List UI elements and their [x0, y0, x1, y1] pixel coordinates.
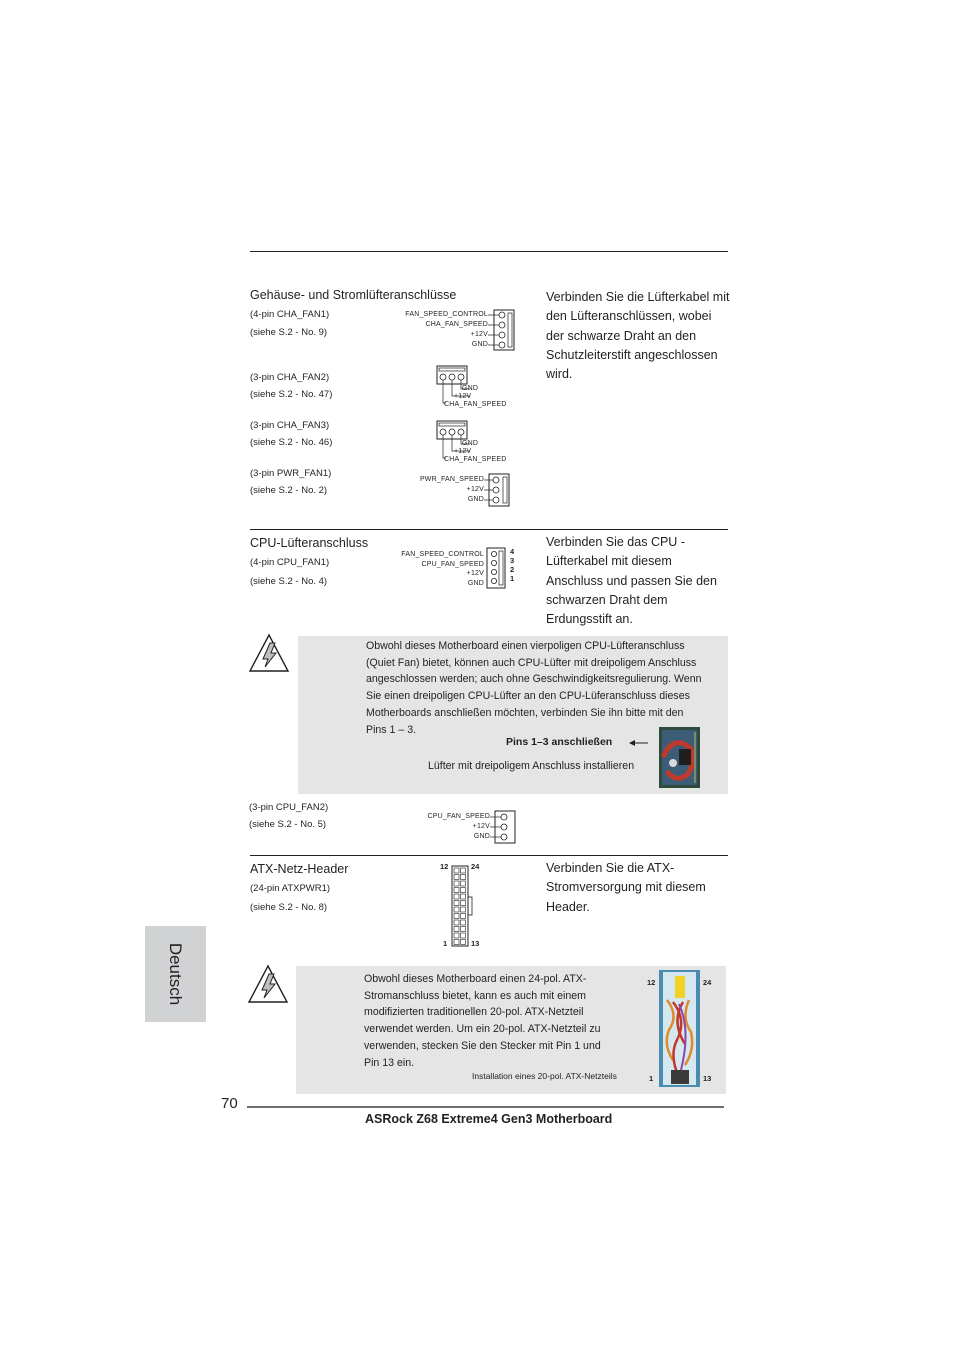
- atx-photo-label-13: 13: [703, 1074, 712, 1083]
- top-rule: [250, 251, 728, 252]
- arrow-left-icon: [628, 738, 650, 748]
- section-cpu-title: CPU-Lüfteranschluss: [250, 536, 369, 550]
- section-cpu-description: Verbinden Sie das CPU - Lüfterkabel mit diesem Anschluss und passen Sie den schwarzen Draht dem Erdungsstift an.: [546, 535, 717, 627]
- atx-pin-label-1: 1: [443, 939, 448, 948]
- footer-rule: [247, 1106, 724, 1108]
- cha-fan1-connector-diagram: [488, 309, 518, 351]
- atx-photo-label-1: 1: [649, 1074, 654, 1083]
- atx-pin-cell: [461, 933, 466, 938]
- atx-photo-label-24: 24: [703, 978, 712, 987]
- cpu-fan1-pin-labels: FAN_SPEED_CONTROL CPU_FAN_SPEED +12V GND: [401, 551, 484, 587]
- section-fan-description: Verbinden Sie die Lüfterkabel mit den Lüfteranschlüssen, wobei der schwarze Draht an den Schutzleiterstift angeschlossen wird.: [546, 290, 730, 382]
- atx-pin-cell: [454, 907, 459, 912]
- section-atx-title: ATX-Netz-Header: [250, 862, 349, 876]
- cha-fan1-pin-labels: FAN_SPEED_CONTROL CHA_FAN_SPEED +12V GND: [405, 311, 488, 348]
- pwr-fan1-connector-diagram: [484, 473, 510, 507]
- cha-fan3-ref: (siehe S.2 - No. 46): [250, 437, 333, 448]
- atx-pin-cell: [454, 894, 459, 899]
- atx-note-text: Obwohl dieses Motherboard einen 24-pol. ATX- Stromanschluss bietet, kann es auch mit einem modifizierten traditionellen 20-pol. ATX-Netzteil verwendet werden. Um ein 20-pol. ATX-Netzteil zu verwenden, stecken Sie den Stecker mit Pin 1 und Pin 13 ein.: [364, 973, 601, 1069]
- atx-pin-cell: [454, 933, 459, 938]
- atx-power-photo: [659, 970, 700, 1087]
- atx-note-caption: Installation eines 20-pol. ATX-Netzteils: [472, 1071, 617, 1081]
- atx-pin-cell: [461, 868, 466, 873]
- cha-fan3-pins: (3-pin CHA_FAN3): [250, 420, 330, 431]
- cpu-note-text: Obwohl dieses Motherboard einen vierpoligen CPU-Lüfteranschluss (Quiet Fan) bietet, können auch CPU-Lüfter mit dreipoligem Anschluss angeschlossen werden; auch ohne Geschwindigkeitsregulierung. Wenn Sie einen dreipoligen CPU-Lüfter an den CPU-Lüferanschluss dieses Motherboards anschließen möchten, verbinden Sie ihn bitte mit den Pins 1 – 3.: [366, 640, 702, 736]
- pwr-fan1-pin-labels: PWR_FAN_SPEED +12V GND: [419, 476, 484, 503]
- cpu-fan2-ref: (siehe S.2 - No. 5): [249, 819, 327, 830]
- atx-pin-cell: [461, 920, 466, 925]
- cha-fan1-pins: (4-pin CHA_FAN1): [250, 309, 330, 320]
- atx-pin-cell: [454, 875, 459, 880]
- cpu-section-rule: [250, 529, 728, 530]
- atx-pin-cell: [454, 927, 459, 932]
- section-fan-title: Gehäuse- und Stromlüfteranschlüsse: [250, 288, 457, 302]
- cpu-fan1-connector-diagram: [484, 547, 508, 589]
- atx-pin-cell: [461, 881, 466, 886]
- section-atx-description: Verbinden Sie die ATX- Stromversorgung mit diesem Header.: [546, 861, 706, 914]
- atx-pin-label-12: 12: [440, 862, 449, 871]
- atx-pin-cell: [454, 888, 459, 893]
- atx-connector-diagram: [451, 865, 475, 947]
- atx-pin-label-13: 13: [471, 939, 480, 948]
- cpu-fan2-connector-diagram: [490, 810, 516, 844]
- page-number: 70: [221, 1095, 238, 1112]
- atx-pin-cell: [454, 881, 459, 886]
- language-side-tab: [145, 926, 206, 1022]
- cpu-fan1-ref: (siehe S.2 - No. 4): [250, 576, 328, 587]
- pwr-fan1-ref: (siehe S.2 - No. 2): [250, 485, 328, 496]
- atx-pin-cell: [461, 875, 466, 880]
- atx-pin-cell: [454, 901, 459, 906]
- cpu-fan1-pin-numbers: 4 3 2 1: [510, 547, 515, 583]
- atx-pin-cell: [461, 907, 466, 912]
- atx-pin-cell: [461, 940, 466, 945]
- footer-product: ASRock Z68 Extreme4 Gen3 Motherboard: [365, 1112, 613, 1126]
- atx-pin-cell: [461, 894, 466, 899]
- cpu-fan2-pins: (3-pin CPU_FAN2): [249, 802, 329, 813]
- atx-section-rule: [250, 855, 728, 856]
- cpu-fan-photo: [659, 727, 700, 788]
- atx-pin-cell: [454, 920, 459, 925]
- pwr-fan1-pins: (3-pin PWR_FAN1): [250, 468, 332, 479]
- cpu-fan2-pin-labels: CPU_FAN_SPEED +12V GND: [427, 813, 490, 840]
- atx-pin-cell: [454, 868, 459, 873]
- atx-pin-label-24: 24: [471, 862, 480, 871]
- warning-icon: [248, 964, 290, 1004]
- language-side-tab-label: Deutsch: [166, 942, 185, 1006]
- atx-ref: (siehe S.2 - No. 8): [250, 902, 328, 913]
- cpu-note-pins-label: Pins 1–3 anschließen: [506, 736, 613, 748]
- cha-fan2-pins: (3-pin CHA_FAN2): [250, 372, 330, 383]
- atx-pin-cell: [454, 940, 459, 945]
- cha-fan2-ref: (siehe S.2 - No. 47): [250, 389, 333, 400]
- cha-fan3-pin-labels: GND +12V CHA_FAN_SPEED: [444, 440, 507, 463]
- cha-fan2-pin-labels: GND +12V CHA_FAN_SPEED: [444, 385, 507, 408]
- cha-fan1-ref: (siehe S.2 - No. 9): [250, 327, 328, 338]
- atx-pin-cell: [461, 901, 466, 906]
- atx-pin-cell: [461, 914, 466, 919]
- atx-photo-label-12: 12: [647, 978, 656, 987]
- atx-pin-cell: [454, 914, 459, 919]
- cpu-fan1-pins: (4-pin CPU_FAN1): [250, 557, 330, 568]
- warning-icon: [249, 633, 291, 673]
- cpu-note-caption: Lüfter mit dreipoligem Anschluss installieren: [428, 760, 635, 772]
- atx-pins: (24-pin ATXPWR1): [250, 883, 331, 894]
- atx-pin-cell: [461, 927, 466, 932]
- atx-pin-cell: [461, 888, 466, 893]
